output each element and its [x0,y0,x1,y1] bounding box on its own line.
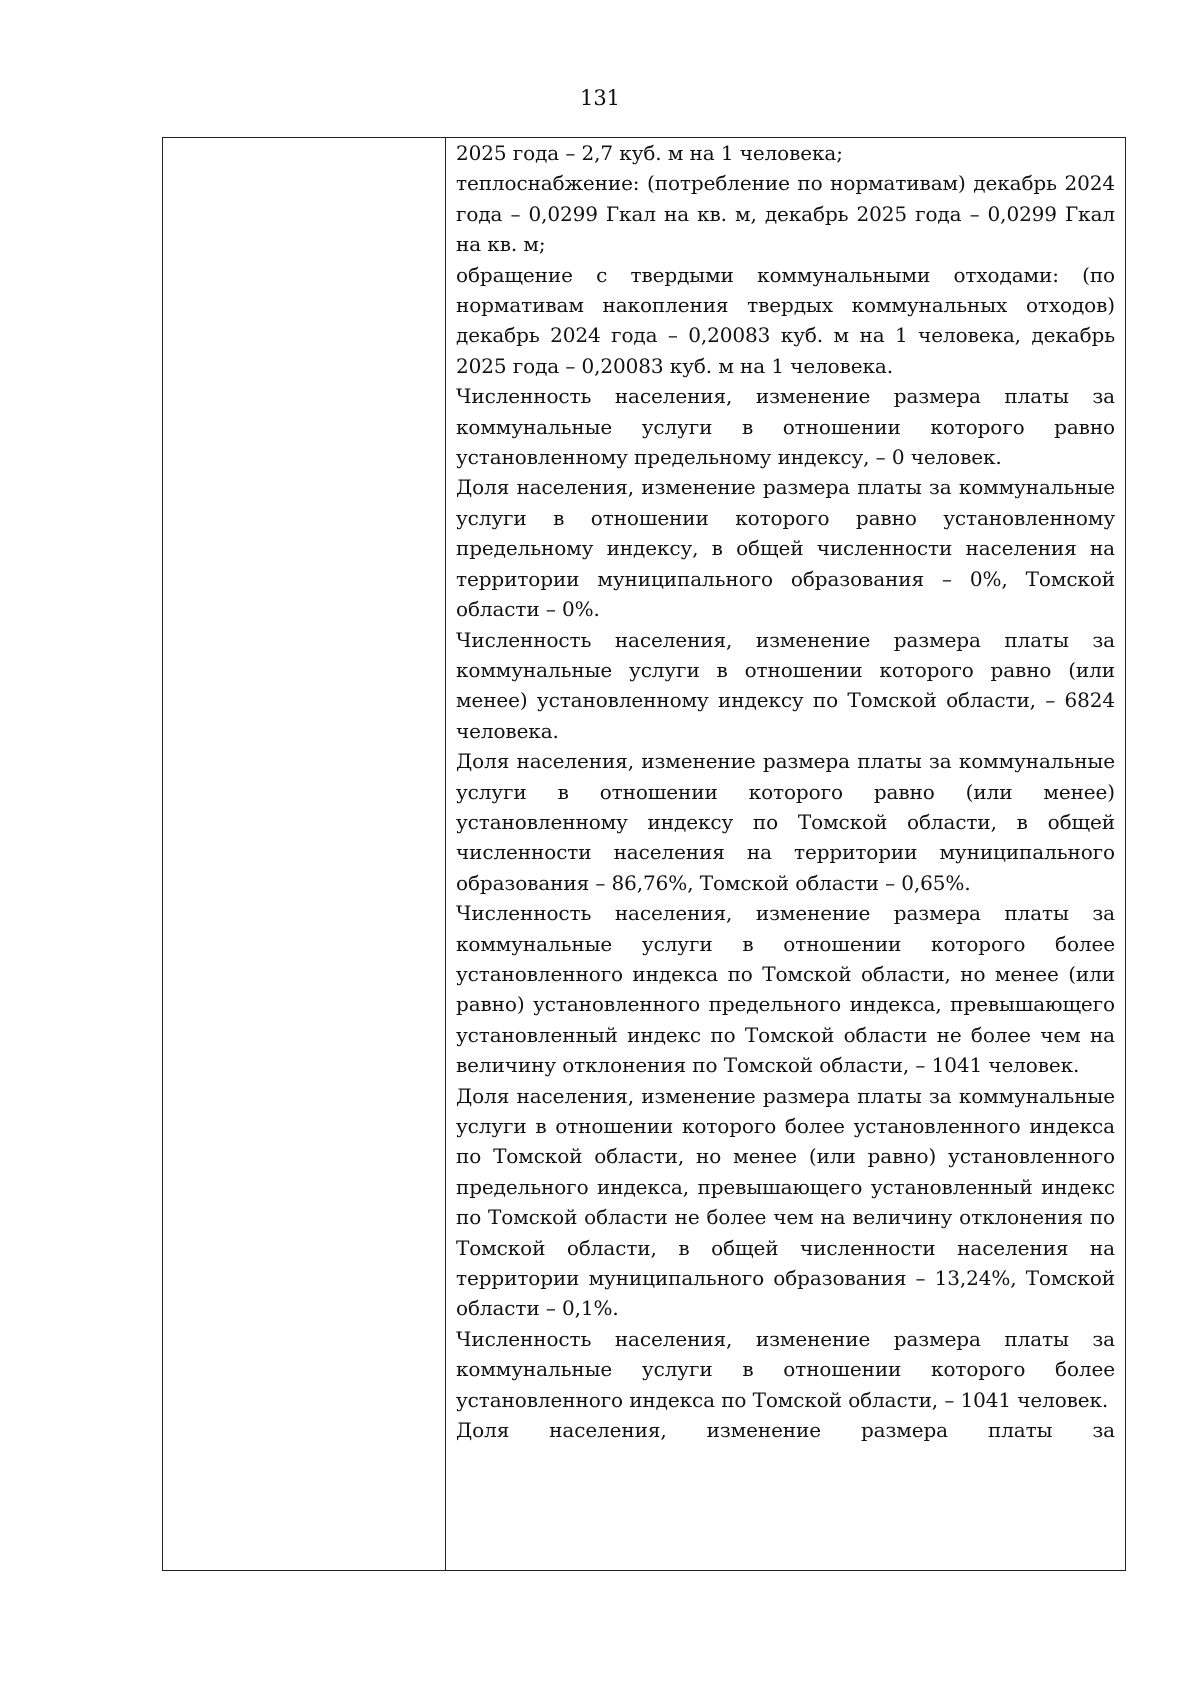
table-left-cell [163,138,446,1570]
paragraph-population-within-deviation-share: Доля населения, изменение размера платы за коммунальные услуги в отношении которого более установленного индекса по Томской области, но менее (или равно) установленного предельного индекса, превышающего установленный индекс по Томской области не более чем на величину отклонения по Томской области, в общей численности населения на территории муниципального образования – 13,24%, Томской области – 0,1%. [456,1083,1115,1321]
paragraph-heat-supply: теплоснабжение: (потребление по нормативам) декабрь 2024 года – 0,0299 Гкал на кв. м, декабрь 2025 года – 0,0299 Гкал на кв. м; [456,171,1115,257]
paragraph-population-above-index-count: Численность населения, изменение размера платы за коммунальные услуги в отношении которого более установленного индекса по Томской области, – 1041 человек. [456,1326,1115,1412]
paragraph-population-equal-limit-count: Численность населения, изменение размера платы за коммунальные услуги в отношении которого равно установленному предельному индексу, – 0 человек. [456,384,1115,470]
paragraph-population-equal-or-less-index-share: Доля населения, изменение размера платы за коммунальные услуги в отношении которого равно (или менее) установленному индексу по Томской области, в общей численности населения на территории муниципального образования – 86,76%, Томской области – 0,65%. [456,749,1115,895]
page-number: 131 [579,86,621,110]
table-right-cell [446,138,1125,1570]
paragraph-population-equal-limit-share: Доля населения, изменение размера платы за коммунальные услуги в отношении которого равно установленному предельному индексу, в общей численности населения на территории муниципального образования – 0%, Томской области – 0%. [456,475,1115,622]
paragraph-population-equal-or-less-index-count: Численность населения, изменение размера платы за коммунальные услуги в отношении которого равно (или менее) установленному индексу по Томской области, – 6824 человека. [456,627,1115,743]
paragraph-population-within-deviation-count: Численность населения, изменение размера платы за коммунальные услуги в отношении которого более установленного индекса по Томской области, но менее (или равно) установленного предельного индекса, превышающего установленный индекс по Томской области не более чем на величину отклонения по Томской области, – 1041 человек. [456,901,1115,1078]
paragraph-population-above-index-share-start: Доля населения, изменение размера платы за [456,1418,1115,1443]
document-table [162,137,1126,1571]
paragraph-solid-waste: обращение с твердыми коммунальными отходами: (по нормативам накопления твердых коммунальных отходов) декабрь 2024 года – 0,20083 куб. м на 1 человека, декабрь 2025 года – 0,20083 куб. м на 1 человека. [456,262,1115,378]
paragraph-water-norm-end: 2025 года – 2,7 куб. м на 1 человека; [456,141,843,165]
